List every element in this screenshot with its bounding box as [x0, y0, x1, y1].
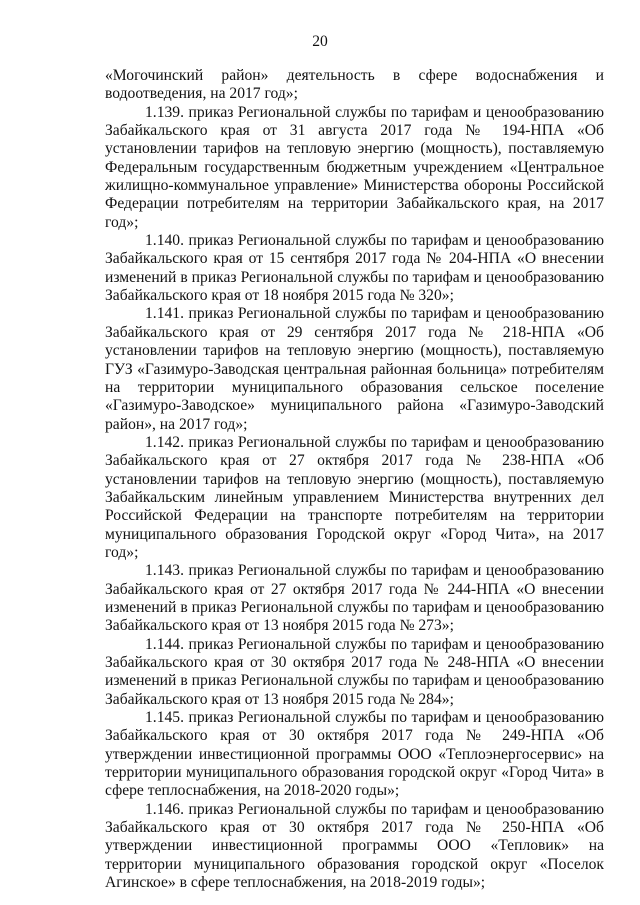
paragraph-item-1-145: 1.145. приказ Региональной службы по тарифам и ценообразованию Забайкальского края от 30 октября 2017 года № 249-НПА «Об утверждении инвестиционной программы ООО «Теплоэнергосервис» на территории муниципального образования городской округ «Город Чита» в сфере теплоснабжения, на 2018-2020 годы»; — [105, 709, 604, 800]
document-body — [105, 67, 604, 892]
paragraph-continuation: «Могочинский район» деятельность в сфере водоснабжения и водоотведения, на 2017 год»; — [105, 67, 604, 103]
paragraph-item-1-143: 1.143. приказ Региональной службы по тарифам и ценообразованию Забайкальского края от 27 октября 2017 года № 244-НПА «О внесении изменений в приказ Региональной службы по тарифам и ценообразованию Забайкальского края от 13 ноября 2015 года № 273»; — [105, 562, 604, 635]
paragraph-item-1-139: 1.139. приказ Региональной службы по тарифам и ценообразованию Забайкальского края от 31 августа 2017 года № 194-НПА «Об установлении тарифов на тепловую энергию (мощность), поставляемую Федеральным государственным бюджетным учреждением «Центральное жилищно-коммунальное управление» Министерства обороны Российской Федерации потребителям на территории Забайкальского края, на 2017 год»; — [105, 103, 604, 231]
paragraph-item-1-142: 1.142. приказ Региональной службы по тарифам и ценообразованию Забайкальского края от 27 октября 2017 года № 238-НПА «Об установлении тарифов на тепловую энергию (мощность), поставляемую Забайкальским линейным управлением Министерства внутренних дел Российской Федерации на транспорте потребителям на территории муниципального образования Городской округ «Город Чита», на 2017 год»; — [105, 433, 604, 561]
paragraph-item-1-146: 1.146. приказ Региональной службы по тарифам и ценообразованию Забайкальского края от 30 октября 2017 года № 250-НПА «Об утверждении инвестиционной программы ООО «Тепловик» на территории муниципального образования городской округ «Поселок Агинское» в сфере теплоснабжения, на 2018-2019 годы»; — [105, 800, 604, 892]
paragraph-item-1-140: 1.140. приказ Региональной службы по тарифам и ценообразованию Забайкальского края от 15 сентября 2017 года № 204-НПА «О внесении изменений в приказ Региональной службы по тарифам и ценообразованию Забайкальского края от 18 ноября 2015 года № 320»; — [105, 232, 604, 305]
page-number: 20 — [312, 33, 328, 50]
paragraph-item-1-144: 1.144. приказ Региональной службы по тарифам и ценообразованию Забайкальского края от 30 октября 2017 года № 248-НПА «О внесении изменений в приказ Региональной службы по тарифам и ценообразованию Забайкальского края от 13 ноября 2015 года № 284»; — [105, 635, 604, 708]
paragraph-item-1-141: 1.141. приказ Региональной службы по тарифам и ценообразованию Забайкальского края от 29 сентября 2017 года № 218-НПА «Об установлении тарифов на тепловую энергию (мощность), поставляемую ГУЗ «Газимуро-Заводская центральная районная больница» потребителям на территории муниципального образования сельское поселение «Газимуро-Заводское» муниципального района «Газимуро-Заводский район», на 2017 год»; — [105, 305, 604, 433]
